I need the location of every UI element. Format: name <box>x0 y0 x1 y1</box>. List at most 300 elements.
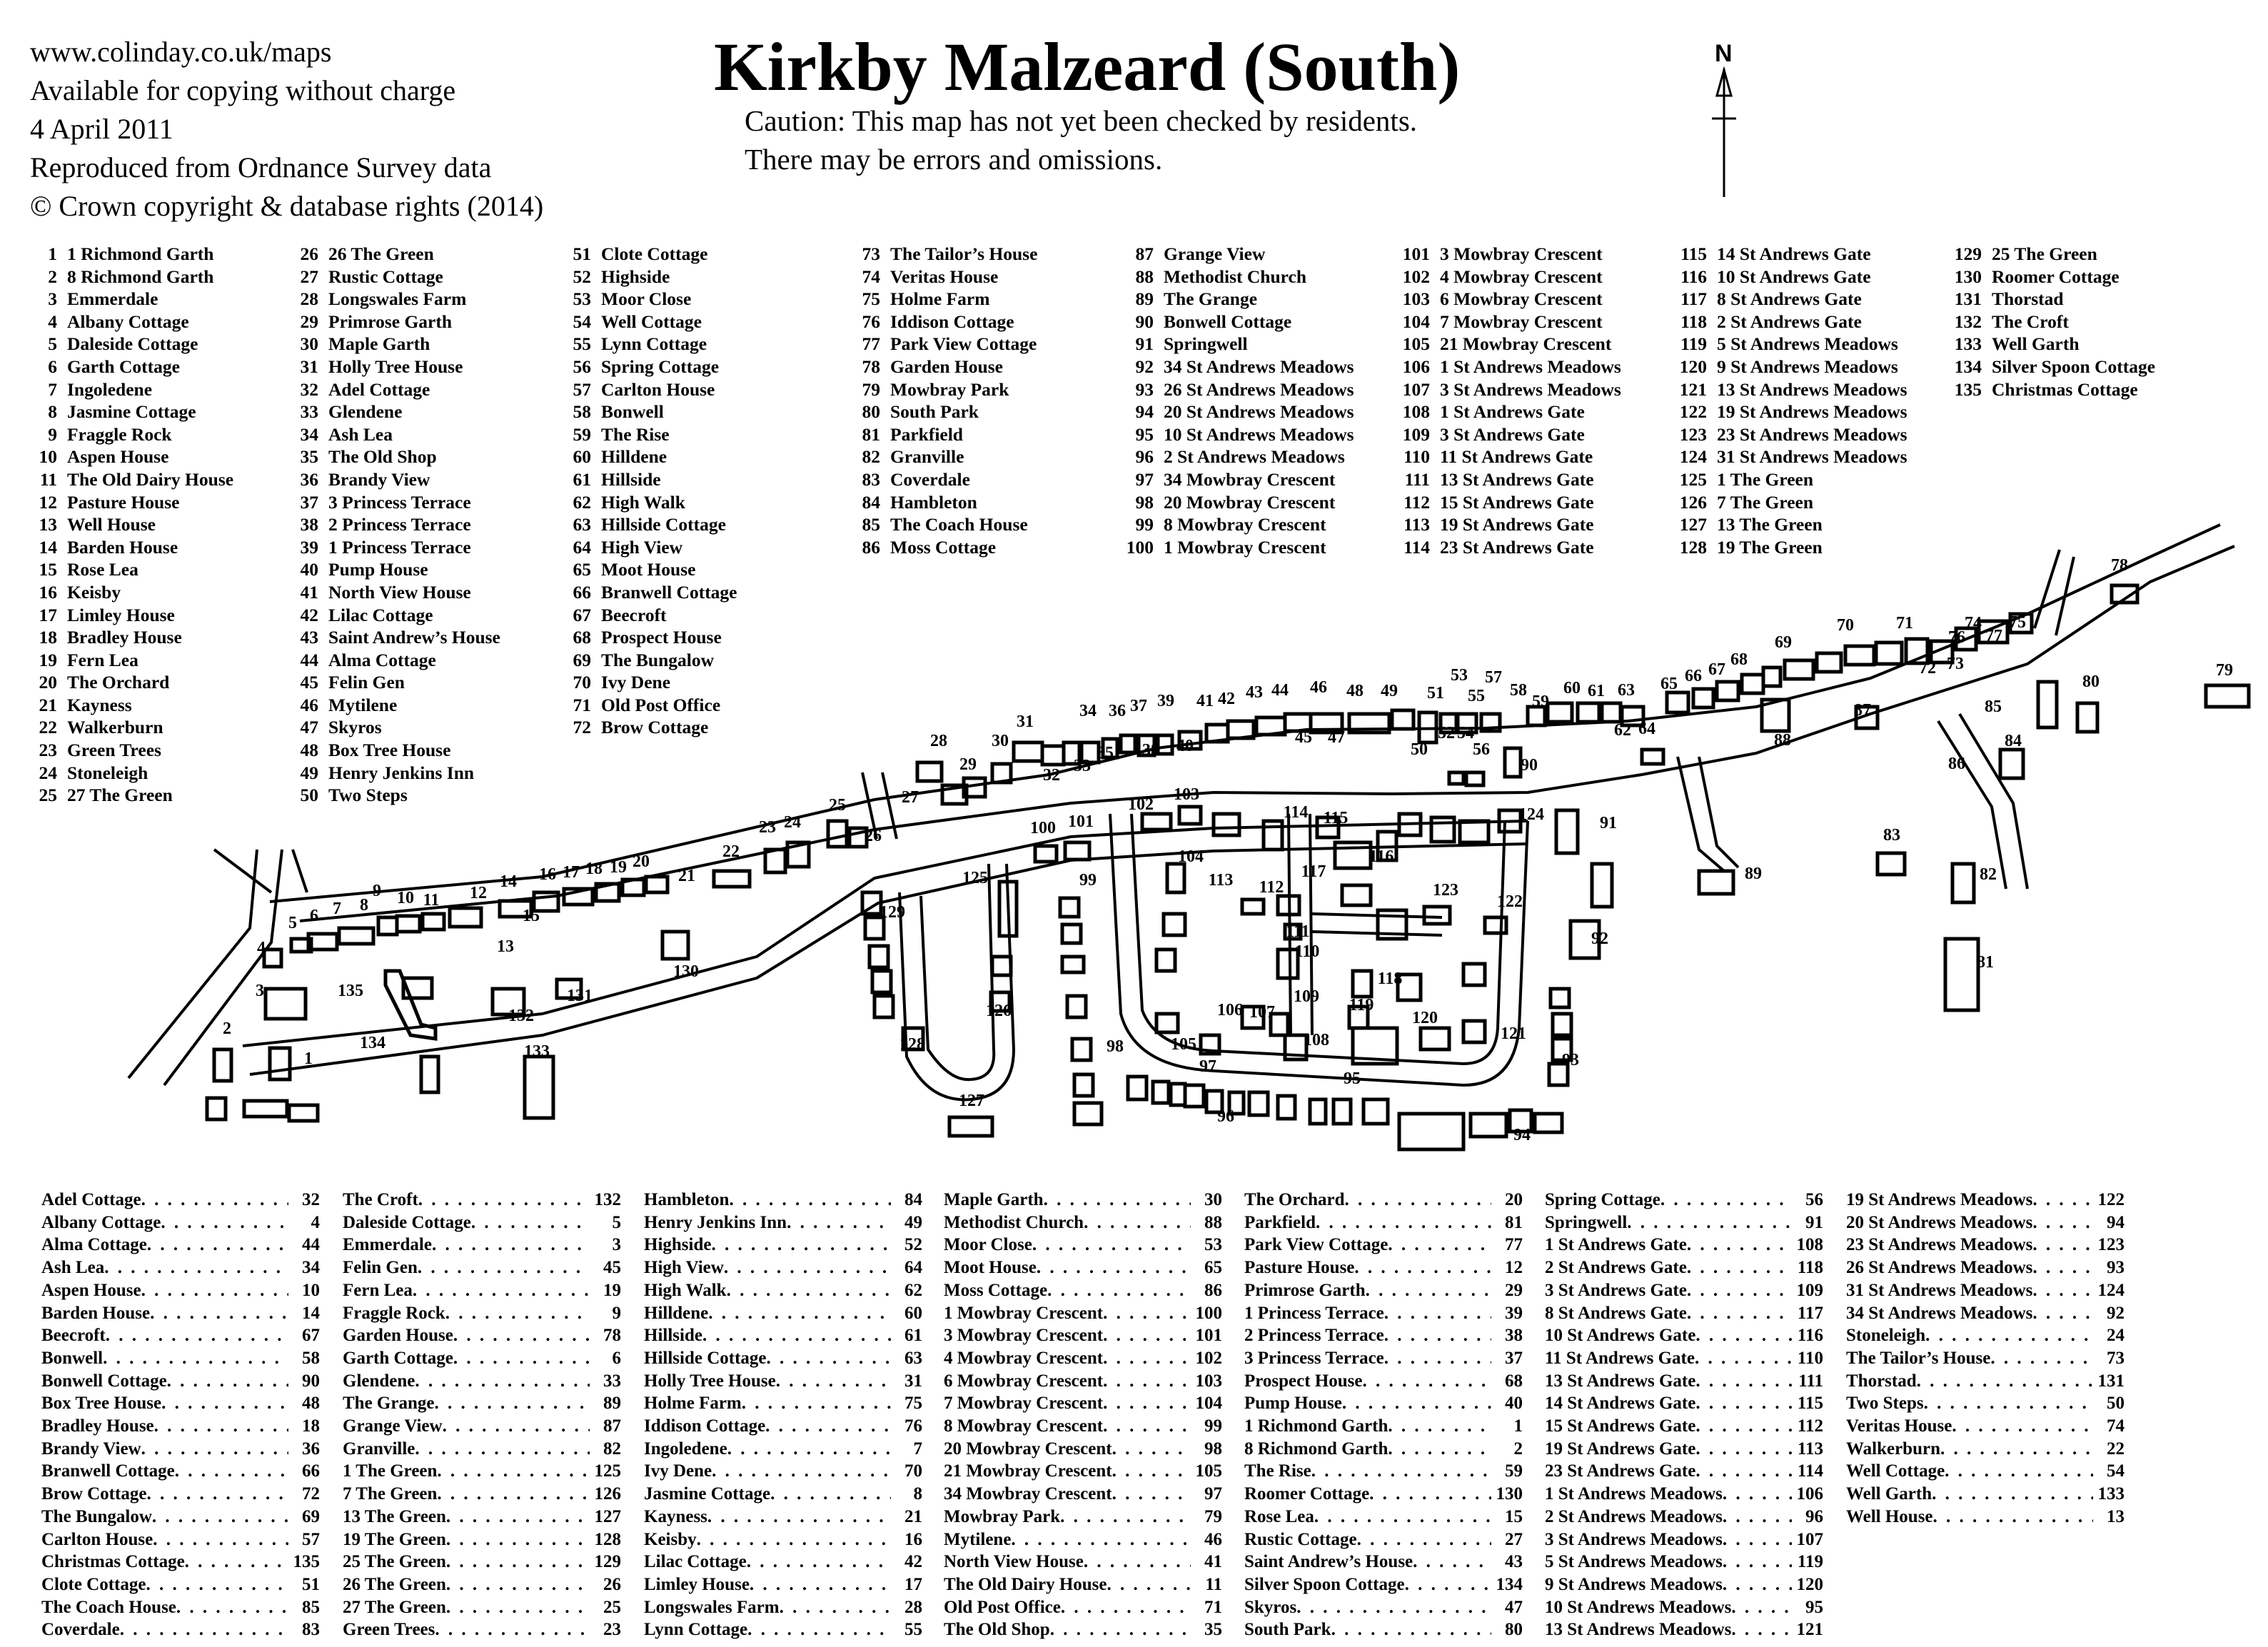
key-number: 32 <box>300 378 318 400</box>
key-name: 15 St Andrews Gate <box>1440 491 1594 513</box>
map-number-label: 41 <box>1196 692 1214 710</box>
key-number: 18 <box>39 627 57 648</box>
map-number-label: 62 <box>1614 721 1631 740</box>
index-number: 33 <box>603 1371 621 1391</box>
index-leader <box>434 1392 590 1415</box>
index-number: 7 <box>913 1439 922 1459</box>
building-outline <box>1742 675 1763 693</box>
index-name: 34 St Andrews Meadows <box>1846 1303 2033 1323</box>
index-number: 43 <box>1505 1552 1523 1572</box>
building-outline <box>1342 885 1371 905</box>
index-name: 10 St Andrews Meadows <box>1545 1597 1732 1617</box>
west-road-edge-a <box>128 850 257 1078</box>
index-number: 113 <box>1797 1439 1823 1459</box>
map-number-label: 30 <box>992 732 1009 750</box>
map-number-label: 36 <box>1109 702 1126 720</box>
map-number-label: 73 <box>1947 655 1964 673</box>
index-name: Bonwell <box>41 1348 104 1368</box>
index-number: 63 <box>904 1348 922 1368</box>
key-number: 126 <box>1679 491 1707 513</box>
key-number: 55 <box>573 333 591 355</box>
index-entry <box>644 1506 922 1528</box>
index-number: 5 <box>612 1212 621 1232</box>
index-number: 46 <box>1204 1529 1222 1549</box>
map-title: Kirkby Malzeard (South) <box>714 29 1461 105</box>
index-number: 27 <box>1505 1529 1523 1549</box>
key-number: 59 <box>573 423 591 445</box>
index-number: 107 <box>1796 1529 1823 1549</box>
map-number-label: 135 <box>338 982 363 1000</box>
index-number: 85 <box>302 1597 320 1617</box>
index-number: 82 <box>603 1439 621 1459</box>
index-leader <box>776 1370 891 1393</box>
key-name: 13 The Green <box>1717 514 1823 535</box>
index-entry <box>1545 1279 1823 1302</box>
index-entry <box>644 1438 922 1461</box>
key-number: 106 <box>1402 356 1430 377</box>
building-outline <box>1214 814 1239 835</box>
index-name: 3 St Andrews Gate <box>1545 1280 1687 1300</box>
key-name: The Croft <box>1992 311 2069 332</box>
index-leader <box>727 1438 891 1461</box>
index-name: Old Post Office <box>944 1597 1061 1617</box>
index-leader <box>153 1528 288 1551</box>
index-number: 108 <box>1796 1235 1823 1255</box>
key-name: Mowbray Park <box>890 378 1009 400</box>
index-leader <box>1627 1212 1792 1234</box>
index-entry <box>944 1302 1222 1325</box>
building-outline <box>1128 1077 1146 1099</box>
map-number-label: 24 <box>784 813 801 832</box>
key-name: 23 St Andrews Meadows <box>1717 423 1907 445</box>
index-name: 26 The Green <box>343 1574 446 1594</box>
index-number: 9 <box>612 1303 621 1323</box>
key-name: Aspen House <box>67 446 169 468</box>
map-number-label: 19 <box>610 858 627 877</box>
index-entry <box>1846 1438 2125 1461</box>
key-name: 26 The Green <box>328 243 434 264</box>
key-number: 52 <box>573 266 591 287</box>
map-number-label: 65 <box>1660 675 1678 693</box>
index-name: Primrose Garth <box>1244 1280 1366 1300</box>
building-outline <box>872 971 891 992</box>
index-entry <box>41 1392 320 1415</box>
map-number-label: 1 <box>304 1049 313 1068</box>
key-number: 129 <box>1954 243 1982 264</box>
key-name: Well Garth <box>1992 333 2080 355</box>
key-number: 76 <box>862 311 880 332</box>
key-number: 121 <box>1679 378 1707 400</box>
building-outline <box>1035 846 1057 862</box>
key-number: 87 <box>1135 243 1154 264</box>
index-name: 1 The Green <box>343 1461 438 1481</box>
index-name: Garden House <box>343 1326 453 1346</box>
building-outline <box>870 946 888 967</box>
key-number: 75 <box>862 288 880 310</box>
building-outline <box>1471 1114 1506 1137</box>
index-name: Mytilene <box>944 1529 1012 1549</box>
index-entry <box>1545 1460 1823 1483</box>
index-entry <box>343 1256 621 1279</box>
index-name: The Rise <box>1244 1461 1311 1481</box>
key-name: Walkerburn <box>67 717 163 738</box>
index-entry <box>1545 1483 1823 1506</box>
index-entry <box>644 1347 922 1370</box>
index-number: 62 <box>904 1280 922 1300</box>
index-entry <box>1244 1189 1523 1212</box>
index-number: 111 <box>1798 1371 1823 1391</box>
index-name: Aspen House <box>41 1280 141 1300</box>
key-name: Limley House <box>67 604 175 625</box>
building-outline <box>1463 964 1485 985</box>
key-name: 2 St Andrews Gate <box>1717 311 1862 332</box>
index-name: Ingoledene <box>644 1439 727 1459</box>
key-number: 132 <box>1954 311 1982 332</box>
index-name: 10 St Andrews Gate <box>1545 1326 1696 1346</box>
index-number: 88 <box>1204 1212 1222 1232</box>
index-entry <box>41 1483 320 1506</box>
index-entry <box>944 1528 1222 1551</box>
index-leader <box>2032 1302 2093 1325</box>
index-entry <box>343 1506 621 1528</box>
building-outline <box>1156 1014 1178 1032</box>
index-leader <box>1060 1506 1191 1528</box>
map-number-label: 49 <box>1381 682 1398 700</box>
index-entry <box>1846 1234 2125 1256</box>
index-leader <box>167 1370 288 1393</box>
index-name: The Old Dairy House <box>944 1574 1107 1594</box>
building-outline <box>1392 710 1413 729</box>
index-number: 103 <box>1195 1371 1222 1391</box>
map-number-label: 33 <box>1074 757 1091 775</box>
index-leader <box>1695 1324 1792 1347</box>
index-leader <box>2032 1256 2093 1279</box>
building-outline <box>1014 742 1042 761</box>
key-name: Longswales Farm <box>328 288 467 310</box>
map-number-label: 126 <box>986 1002 1012 1020</box>
building-outline <box>1353 971 1371 997</box>
key-number: 125 <box>1679 468 1707 490</box>
key-number: 113 <box>1403 514 1430 535</box>
index-name: Glendene <box>343 1371 415 1391</box>
index-leader <box>1354 1256 1491 1279</box>
index-leader <box>1687 1234 1792 1256</box>
map-number-label: 39 <box>1157 692 1174 710</box>
index-name: 21 Mowbray Crescent <box>944 1461 1112 1481</box>
key-name: Well Cottage <box>601 311 702 332</box>
index-entry <box>343 1573 621 1596</box>
building-outline <box>264 950 281 967</box>
key-name: Bonwell <box>601 401 664 423</box>
index-leader <box>1032 1234 1191 1256</box>
index-entry <box>1545 1596 1823 1619</box>
index-name: Carlton House <box>41 1529 153 1549</box>
index-entry <box>1244 1438 1523 1461</box>
index-name: 3 Mowbray Crescent <box>944 1326 1104 1346</box>
building-outline <box>1667 692 1688 712</box>
index-entry <box>1545 1370 1823 1393</box>
map-number-label: 123 <box>1433 881 1458 900</box>
index-name: Longswales Farm <box>644 1597 780 1617</box>
index-name: Hillside <box>644 1326 702 1346</box>
index-leader <box>1384 1302 1491 1325</box>
map-number-label: 38 <box>1142 741 1159 760</box>
index-name: 5 St Andrews Meadows <box>1545 1552 1723 1572</box>
index-name: Prospect House <box>1244 1371 1363 1391</box>
map-number-label: 105 <box>1171 1035 1196 1054</box>
building-outline <box>1062 957 1084 972</box>
index-leader <box>445 1302 590 1325</box>
index-leader <box>1061 1596 1191 1619</box>
index-entry <box>944 1438 1222 1461</box>
index-column <box>944 1189 1222 1641</box>
index-name: Moot House <box>944 1258 1037 1278</box>
index-name: 9 St Andrews Meadows <box>1545 1574 1723 1594</box>
key-number: 62 <box>573 491 591 513</box>
map-number-label: 47 <box>1328 728 1345 747</box>
key-number: 135 <box>1954 378 1982 400</box>
index-leader <box>1413 1551 1491 1573</box>
key-number: 41 <box>300 581 318 603</box>
key-name: The Old Dairy House <box>67 468 234 490</box>
key-name: The Orchard <box>67 672 170 693</box>
index-name: 3 Princess Terrace <box>1244 1348 1384 1368</box>
key-name: 5 St Andrews Meadows <box>1717 333 1898 355</box>
index-leader <box>1695 1438 1792 1461</box>
index-leader <box>767 1347 891 1370</box>
map-number-label: 133 <box>524 1042 550 1061</box>
key-number: 101 <box>1402 243 1430 264</box>
building-outline <box>1142 814 1171 830</box>
index-number: 70 <box>904 1461 922 1481</box>
index-leader <box>1695 1347 1792 1370</box>
index-number: 51 <box>302 1574 320 1594</box>
index-leader <box>1388 1234 1491 1256</box>
index-entry <box>1545 1324 1823 1347</box>
key-number: 114 <box>1403 536 1430 558</box>
key-name: Bonwell Cottage <box>1164 311 1292 332</box>
key-name: Lynn Cottage <box>601 333 707 355</box>
key-number: 99 <box>1135 514 1154 535</box>
index-number: 95 <box>1805 1597 1823 1617</box>
index-leader <box>1103 1370 1191 1393</box>
key-number: 67 <box>573 604 591 625</box>
map-number-label: 113 <box>1208 871 1234 890</box>
map-number-label: 12 <box>470 884 487 902</box>
index-number: 17 <box>904 1574 922 1594</box>
key-number: 86 <box>862 536 880 558</box>
index-leader <box>1660 1189 1792 1212</box>
index-entry <box>1244 1347 1523 1370</box>
index-name: 2 St Andrews Meadows <box>1545 1506 1723 1526</box>
key-number: 69 <box>573 649 591 670</box>
building-outline <box>1334 1099 1351 1124</box>
building-outline <box>1060 898 1079 917</box>
key-number: 48 <box>300 740 318 761</box>
index-entry <box>41 1596 320 1619</box>
building-outline <box>397 916 420 932</box>
index-number: 59 <box>1505 1461 1523 1481</box>
index-leader <box>2032 1189 2093 1212</box>
map-number-label: 75 <box>2009 613 2026 632</box>
index-name: 13 The Green <box>343 1506 446 1526</box>
index-name: South Park <box>1244 1620 1331 1640</box>
building-outline <box>450 908 481 927</box>
index-name: Holme Farm <box>644 1394 742 1414</box>
index-leader <box>106 1324 288 1347</box>
index-leader <box>453 1324 590 1347</box>
map-number-label: 42 <box>1218 690 1235 708</box>
key-number: 115 <box>1680 243 1707 264</box>
map-number-label: 59 <box>1532 692 1549 711</box>
index-number: 57 <box>302 1529 320 1549</box>
key-name: Glendene <box>328 401 403 423</box>
index-entry <box>1545 1415 1823 1438</box>
index-number: 30 <box>1204 1190 1222 1209</box>
key-name: Ivy Dene <box>601 672 671 693</box>
index-leader <box>103 1347 288 1370</box>
map-number-label: 95 <box>1344 1069 1361 1088</box>
index-name: Stoneleigh <box>1846 1326 1926 1346</box>
map-number-label: 129 <box>880 903 905 922</box>
map-number-label: 74 <box>1965 614 1982 633</box>
key-number: 84 <box>862 491 880 513</box>
index-entry <box>41 1415 320 1438</box>
index-entry <box>343 1415 621 1438</box>
building-outline <box>1067 996 1086 1017</box>
index-leader <box>1331 1618 1491 1641</box>
index-name: Lilac Cottage <box>644 1552 747 1572</box>
index-leader <box>1695 1370 1792 1393</box>
map-number-label: 45 <box>1295 728 1312 747</box>
credit-copyright: © Crown copyright & database rights (2014) <box>30 190 544 222</box>
index-entry <box>1545 1189 1823 1212</box>
building-outline <box>1179 807 1201 824</box>
key-number: 2 <box>48 266 57 287</box>
key-number: 53 <box>573 288 591 310</box>
map-number-label: 20 <box>632 852 650 871</box>
building-outline <box>1364 1099 1388 1124</box>
building-outline <box>1121 735 1135 752</box>
index-entry <box>343 1212 621 1234</box>
index-number: 92 <box>2107 1303 2125 1323</box>
key-name: 25 The Green <box>1992 243 2097 264</box>
map-number-label: 31 <box>1017 712 1034 731</box>
key-number: 134 <box>1954 356 1982 377</box>
index-leader <box>418 1256 590 1279</box>
index-entry <box>343 1189 621 1212</box>
index-entry <box>1846 1483 2125 1506</box>
key-name: Ash Lea <box>328 423 393 445</box>
key-name: 8 Richmond Garth <box>67 266 214 287</box>
index-entry <box>944 1483 1222 1506</box>
key-name: Fraggle Rock <box>67 423 172 445</box>
key-name: Christmas Cottage <box>1992 378 2138 400</box>
index-entry <box>41 1234 320 1256</box>
index-leader <box>1103 1302 1191 1325</box>
index-entry <box>1846 1370 2125 1393</box>
key-number: 12 <box>39 491 57 513</box>
map-number-label: 108 <box>1304 1031 1329 1049</box>
index-entry <box>944 1573 1222 1596</box>
index-name: Fraggle Rock <box>343 1303 445 1323</box>
index-name: Granville <box>343 1439 415 1459</box>
index-name: 19 The Green <box>343 1529 446 1549</box>
key-number: 90 <box>1135 311 1154 332</box>
index-name: Henry Jenkins Inn <box>644 1212 787 1232</box>
index-number: 117 <box>1797 1303 1823 1323</box>
the-green-loop-outer <box>899 864 1014 1099</box>
index-leader <box>1384 1324 1491 1347</box>
index-leader <box>1112 1460 1191 1483</box>
index-entry <box>1545 1392 1823 1415</box>
index-name: Rose Lea <box>1244 1506 1314 1526</box>
map-number-label: 112 <box>1259 878 1284 897</box>
key-number: 82 <box>862 446 880 468</box>
index-number: 128 <box>594 1529 621 1549</box>
map-number-label: 85 <box>1985 697 2002 716</box>
map-number-label: 132 <box>508 1007 534 1025</box>
index-entry <box>944 1618 1222 1641</box>
index-leader <box>1047 1279 1191 1302</box>
index-entry <box>41 1302 320 1325</box>
key-name: Spring Cottage <box>601 356 720 377</box>
index-leader <box>415 1370 590 1393</box>
index-leader <box>146 1573 288 1596</box>
key-number: 54 <box>573 311 591 332</box>
index-entry <box>1244 1460 1523 1483</box>
map-number-label: 29 <box>959 755 977 774</box>
map-number-label: 8 <box>360 896 368 915</box>
index-leader <box>1084 1212 1191 1234</box>
index-number: 106 <box>1796 1484 1823 1504</box>
index-name: 8 St Andrews Gate <box>1545 1303 1687 1323</box>
building-outline <box>1505 748 1521 777</box>
key-number: 65 <box>573 559 591 580</box>
index-number: 64 <box>904 1258 922 1278</box>
index-leader <box>1366 1279 1491 1302</box>
key-number: 15 <box>39 559 57 580</box>
map-number-label: 117 <box>1301 862 1326 881</box>
key-name: High Walk <box>601 491 685 513</box>
index-leader <box>446 1596 590 1619</box>
index-number: 49 <box>904 1212 922 1232</box>
map-number-label: 94 <box>1513 1126 1531 1144</box>
index-entry <box>343 1302 621 1325</box>
key-name: Emmerdale <box>67 288 158 310</box>
key-name: Maple Garth <box>328 333 430 355</box>
index-name: Branwell Cottage <box>41 1461 175 1481</box>
map-number-label: 79 <box>2216 661 2233 680</box>
index-number: 20 <box>1505 1190 1523 1209</box>
index-name: Garth Cottage <box>343 1348 453 1368</box>
index-leader <box>104 1256 288 1279</box>
index-entry <box>644 1370 922 1393</box>
buildings <box>207 585 2249 1149</box>
east-lane-89-b <box>1699 757 1738 867</box>
building-outline <box>378 917 397 935</box>
key-number: 1 <box>48 243 57 264</box>
building-outline <box>875 996 893 1017</box>
index-name: Fern Lea <box>343 1280 413 1300</box>
index-name: Well House <box>1846 1506 1933 1526</box>
key-number: 25 <box>39 785 57 806</box>
index-name: 1 St Andrews Meadows <box>1545 1484 1723 1504</box>
building-outline <box>1062 925 1081 943</box>
key-number: 8 <box>48 401 57 423</box>
index-number: 102 <box>1195 1348 1222 1368</box>
key-name: The Old Shop <box>328 446 437 468</box>
